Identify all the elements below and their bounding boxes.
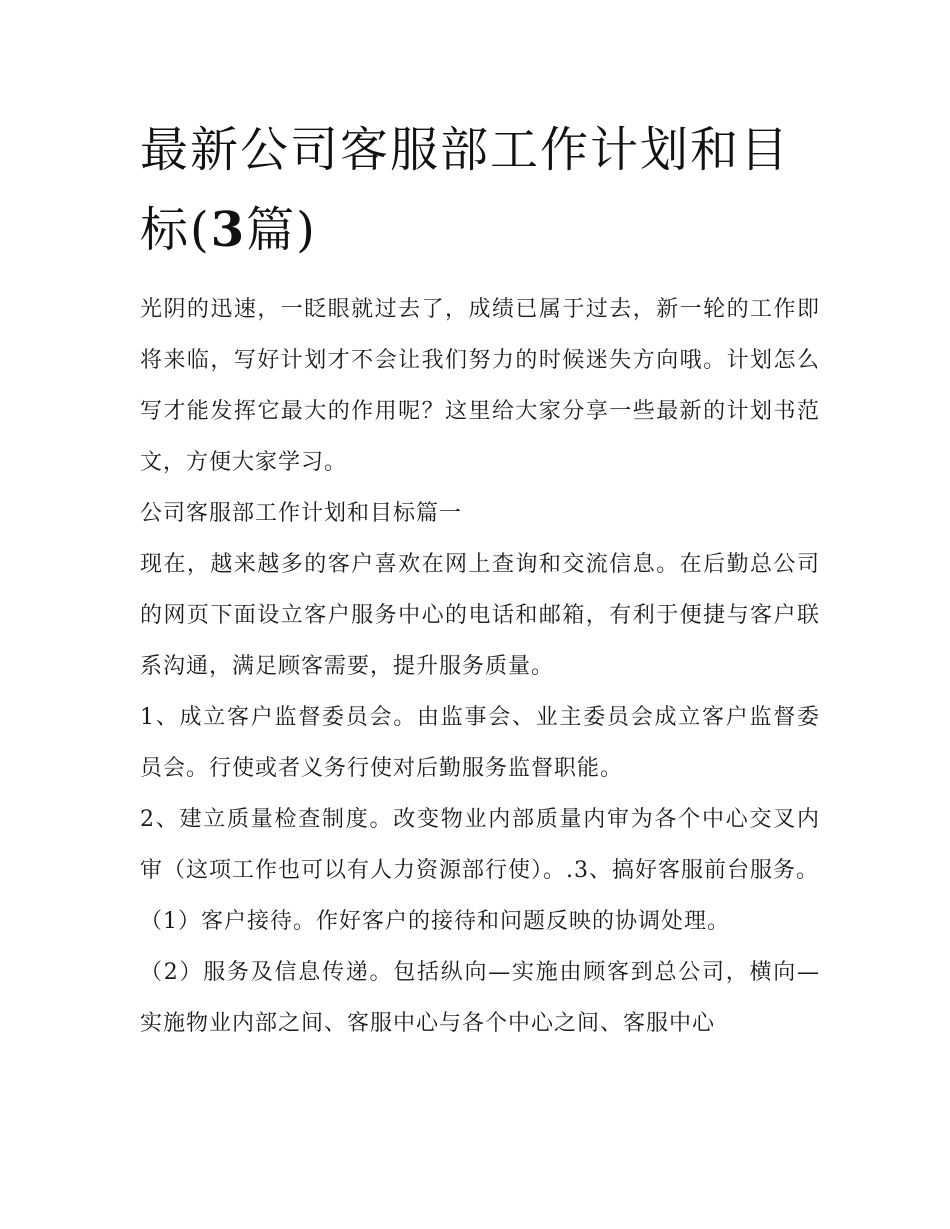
document-title (140, 110, 820, 270)
intro-paragraph: 光阴的迅速，一眨眼就过去了，成绩已属于过去，新一轮的工作即将来临，写好计划才不会让我们努力的时候迷失方向哦。计划怎么写才能发挥它最大的作用呢？这里给大家分享一些最新的计划书范文，方便大家学习。 (140, 297, 820, 475)
list-item-1: 1、成立客户监督委员会。由监事会、业主委员会成立客户监督委员会。行使或者义务行使对后勤服务监督职能。 (140, 705, 820, 781)
sub-item-1: （1）客户接待。作好客户的接待和问题反映的协调处理。 (140, 909, 730, 934)
document-page (140, 110, 820, 1049)
title-line-2: 标(3篇) (140, 202, 317, 258)
body-paragraph: 现在，越来越多的客户喜欢在网上查询和交流信息。在后勤总公司的网页下面设立客户服务中心的电话和邮箱，有利于便捷与客户联系沟通，满足顾客需要，提升服务质量。 (140, 552, 820, 679)
sub-item-2: （2）服务及信息传递。包括纵向—实施由顾客到总公司，横向—实施物业内部之间、客服中心与各个中心之间、客服中心 (140, 960, 820, 1036)
list-item-2: 2、建立质量检查制度。改变物业内部质量内审为各个中心交叉内审（这项工作也可以有人力资源部行使）。.3、搞好客服前台服务。 (140, 807, 820, 883)
title-line-1: 最新公司客服部工作计划和目 (140, 122, 791, 178)
section-heading: 公司客服部工作计划和目标篇一 (140, 501, 463, 526)
